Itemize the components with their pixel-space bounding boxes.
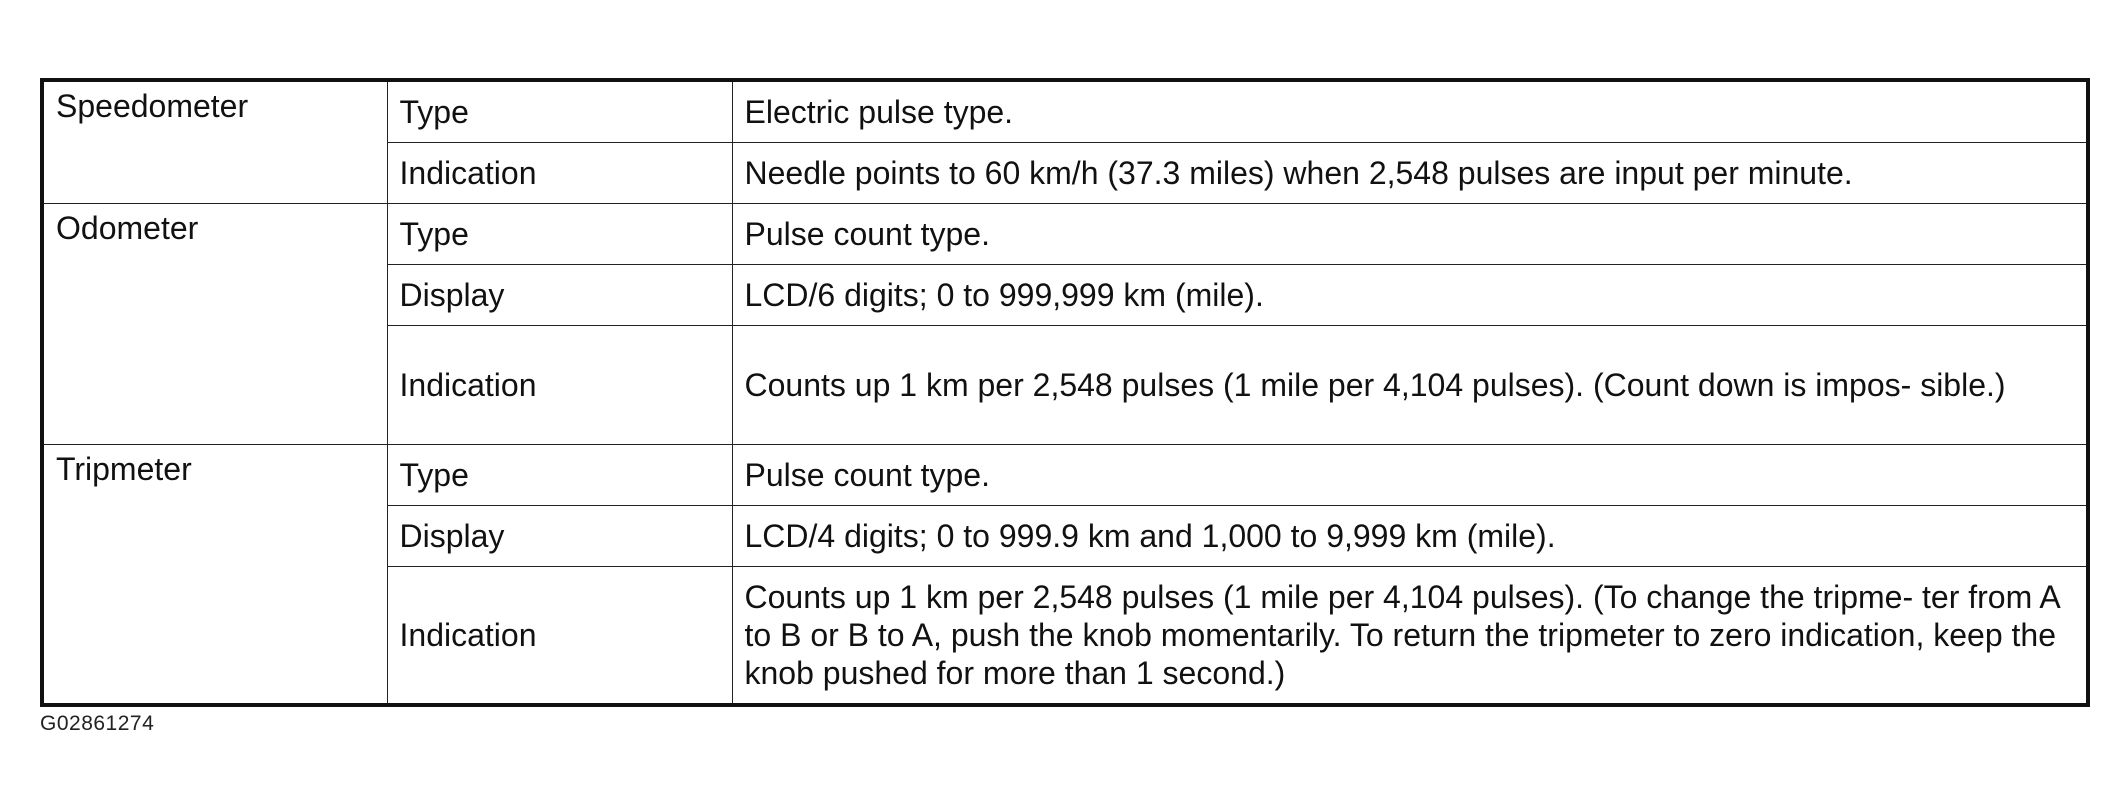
desc-cell: LCD/4 digits; 0 to 999.9 km and 1,000 to 9,999 km (mile). [732, 506, 2088, 567]
figure-id-label: G02861274 [40, 712, 155, 735]
attr-cell: Indication [387, 143, 732, 204]
specification-table [40, 78, 2090, 707]
desc-cell: Counts up 1 km per 2,548 pulses (1 mile per 4,104 pulses). (Count down is impos- sible.) [732, 326, 2088, 445]
attr-cell: Type [387, 204, 732, 265]
table-row [42, 80, 2088, 143]
attr-cell: Display [387, 265, 732, 326]
desc-cell: Pulse count type. [732, 204, 2088, 265]
group-label-speedometer: Speedometer [42, 80, 387, 204]
attr-cell: Display [387, 506, 732, 567]
desc-cell: Pulse count type. [732, 445, 2088, 506]
attr-cell: Indication [387, 326, 732, 445]
desc-cell: Counts up 1 km per 2,548 pulses (1 mile per 4,104 pulses). (To change the tripme- ter from A to B or B to A, push the knob momentarily. To return the tripmeter to zero indication, keep the knob pushed for more than 1 second.) [732, 567, 2088, 706]
attr-cell: Indication [387, 567, 732, 706]
desc-cell: Needle points to 60 km/h (37.3 miles) when 2,548 pulses are input per minute. [732, 143, 2088, 204]
attr-cell: Type [387, 445, 732, 506]
table-row [42, 445, 2088, 506]
desc-cell: LCD/6 digits; 0 to 999,999 km (mile). [732, 265, 2088, 326]
table-row [42, 204, 2088, 265]
group-label-odometer: Odometer [42, 204, 387, 445]
group-label-tripmeter: Tripmeter [42, 445, 387, 706]
attr-cell: Type [387, 80, 732, 143]
desc-cell: Electric pulse type. [732, 80, 2088, 143]
